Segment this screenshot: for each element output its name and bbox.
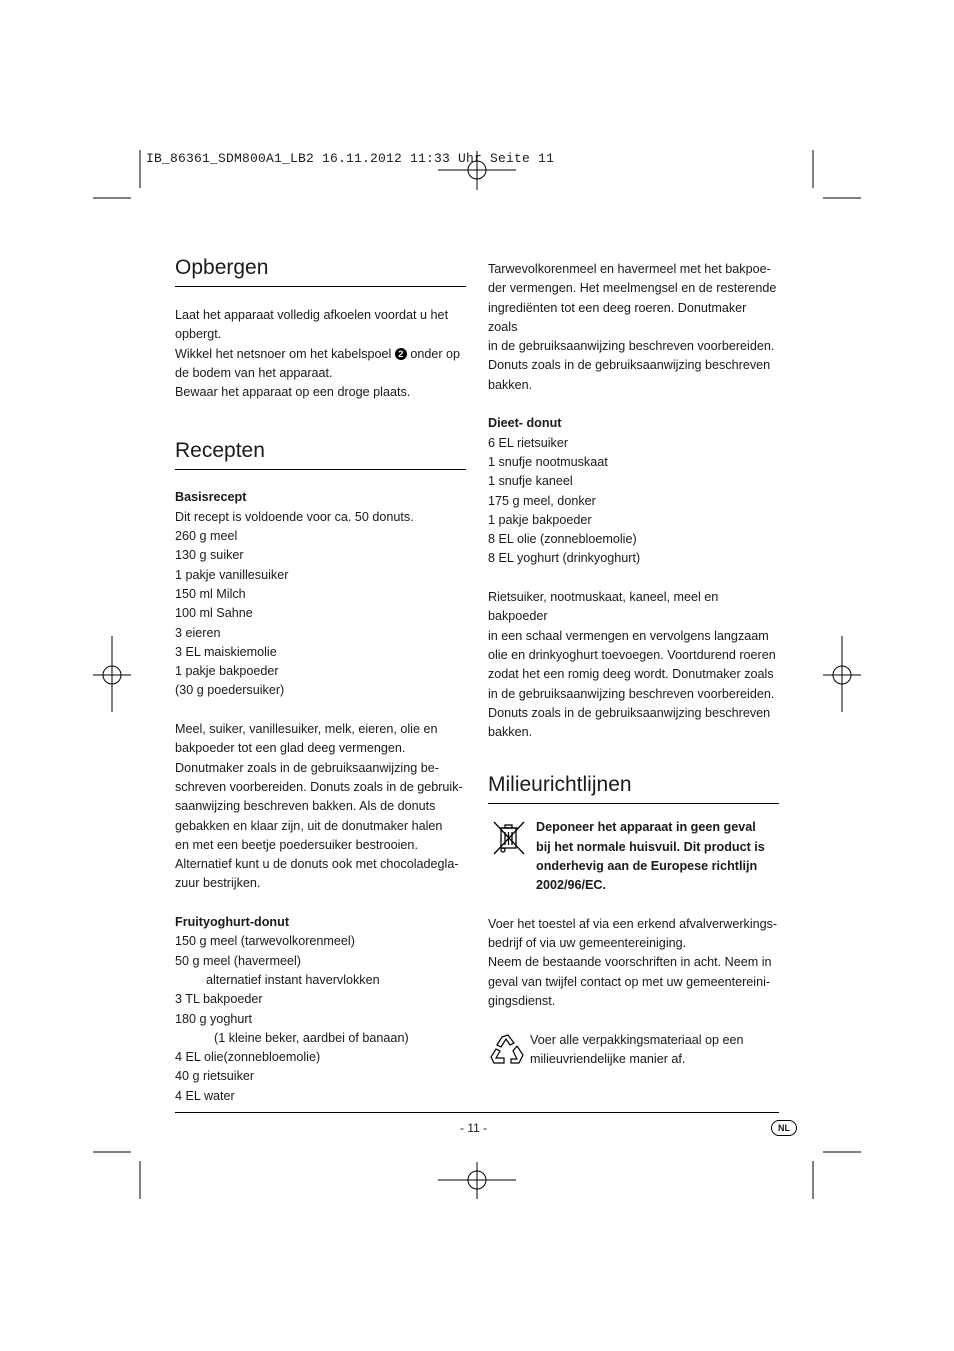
list-item: 3 eieren xyxy=(175,625,221,640)
text-line: Bewaar het apparaat op een droge plaats. xyxy=(175,385,411,400)
text-fragment: Wikkel het netsnoer om het kabelspoel xyxy=(175,346,392,361)
text-line: geval van twijfel contact op met uw gemeentereini- xyxy=(488,974,771,989)
list-item: 130 g suiker xyxy=(175,548,244,563)
list-item: 3 EL maiskiemolie xyxy=(175,644,277,659)
text-line: saanwijzing beschreven bakken. Als de donuts xyxy=(175,799,436,814)
text-line: bakken. xyxy=(488,725,533,740)
list-item: 175 g meel, donker xyxy=(488,493,596,508)
section-title-recepten: Recepten xyxy=(175,438,466,470)
text-line: Voer alle verpakkingsmateriaal op een xyxy=(530,1032,744,1047)
text-line: Laat het apparaat volledig afkoelen voordat u het xyxy=(175,308,449,322)
subheading-dieet: Dieet- donut xyxy=(488,416,562,431)
crossed-out-wheelie-bin-icon xyxy=(492,820,526,856)
text-line: Rietsuiker, nootmuskaat, kaneel, meel en bakpoeder xyxy=(488,590,719,624)
list-item: 1 pakje bakpoeder xyxy=(488,512,592,527)
footer-rule xyxy=(175,1112,779,1113)
text-line: Alternatief kunt u de donuts ook met chocoladegla- xyxy=(175,857,459,872)
list-item: 3 TL bakpoeder xyxy=(175,992,263,1007)
text-line: olie en drinkyoghurt toevoegen. Voortdurend roeren xyxy=(488,647,776,662)
list-item: 8 EL yoghurt (drinkyoghurt) xyxy=(488,551,641,566)
list-item: 180 g yoghurt xyxy=(175,1011,253,1026)
text-line: in een schaal vermengen en vervolgens langzaam xyxy=(488,628,769,643)
section-title-milieu: Milieurichtlijnen xyxy=(488,772,779,804)
text-line: der vermengen. Het meelmengsel en de resterende xyxy=(488,281,777,296)
subheading-fruityoghurt: Fruityoghurt-donut xyxy=(175,915,290,930)
weee-notice xyxy=(488,818,779,895)
text-line: in de gebruiksaanwijzing beschreven voorbereiden. xyxy=(488,339,775,354)
list-item: 150 g meel (tarwevolkorenmeel) xyxy=(175,934,355,949)
text-line: Neem de bestaande voorschriften in acht. Neem in xyxy=(488,955,772,970)
text-line: de bodem van het apparaat. xyxy=(175,365,333,380)
text-line: zuur bestrijken. xyxy=(175,876,261,891)
text-fragment: onder op xyxy=(410,346,461,361)
page-number: - 11 - xyxy=(460,1121,488,1135)
right-column xyxy=(488,260,779,1071)
list-item: 6 EL rietsuiker xyxy=(488,435,569,450)
text-line: in de gebruiksaanwijzing beschreven voorbereiden. xyxy=(488,686,775,701)
text-line: Donutmaker zoals in de gebruiksaanwijzing be- xyxy=(175,760,439,775)
list-item: 1 pakje bakpoeder xyxy=(175,664,279,679)
text-line: Donuts zoals in de gebruiksaanwijzing beschreven xyxy=(488,358,771,373)
text-line: opbergt. xyxy=(175,327,222,342)
list-item: 4 EL water xyxy=(175,1088,235,1103)
text-line: Voer het toestel af via een erkend afvalverwerkings- xyxy=(488,916,778,931)
list-item: 8 EL olie (zonnebloemolie) xyxy=(488,532,637,547)
list-item: 1 pakje vanillesuiker xyxy=(175,567,289,582)
list-item: alternatief instant havervlokken xyxy=(206,972,380,987)
text-line: bakken. xyxy=(488,377,533,392)
list-item: 4 EL olie(zonnebloemolie) xyxy=(175,1050,321,1065)
list-item: 1 snufje nootmuskaat xyxy=(488,454,608,469)
text-line: Tarwevolkorenmeel en havermeel met het bakpoe- xyxy=(488,262,771,276)
section-title-opbergen: Opbergen xyxy=(175,255,466,287)
subheading-basisrecept: Basisrecept xyxy=(175,490,247,505)
text-line: gebakken en klaar zijn, uit de donutmaker halen xyxy=(175,818,443,833)
text-line: bakpoeder tot een glad deeg vermengen. xyxy=(175,741,406,756)
list-item: Dit recept is voldoende voor ca. 50 donuts. xyxy=(175,509,414,524)
print-header: IB_86361_SDM800A1_LB2 16.11.2012 11:33 Uhr Seite 11 xyxy=(146,151,555,166)
list-item: 150 ml Milch xyxy=(175,586,246,601)
text-line: Meel, suiker, vanillesuiker, melk, eieren, olie en xyxy=(175,722,438,737)
text-line: milieuvriendelijke manier af. xyxy=(530,1051,686,1066)
recycle-notice xyxy=(488,1031,779,1071)
recycling-icon xyxy=(489,1033,527,1069)
text-line: onderhevig aan de Europese richtlijn xyxy=(536,859,758,874)
text-line xyxy=(175,345,466,364)
text-line: 2002/96/EC. xyxy=(536,878,607,893)
language-badge: NL xyxy=(771,1120,797,1136)
text-line: zodat het een romig deeg wordt. Donutmaker zoals xyxy=(488,667,774,682)
list-item: 40 g rietsuiker xyxy=(175,1069,255,1084)
text-line: bedrijf of via uw gemeentereiniging. xyxy=(488,936,687,951)
list-item: 50 g meel (havermeel) xyxy=(175,953,301,968)
text-line: schreven voorbereiden. Donuts zoals in de gebruik- xyxy=(175,779,463,794)
text-line: Deponeer het apparaat in geen geval xyxy=(536,820,756,835)
list-item: 1 snufje kaneel xyxy=(488,474,573,489)
list-item: (1 kleine beker, aardbei of banaan) xyxy=(214,1030,409,1045)
item-number-badge: 2 xyxy=(395,348,407,360)
list-item: 100 ml Sahne xyxy=(175,606,253,621)
left-column xyxy=(175,255,466,1106)
list-item: 260 g meel xyxy=(175,529,238,544)
text-line: ingrediënten tot een deeg roeren. Donutmaker zoals xyxy=(488,300,747,334)
list-item: (30 g poedersuiker) xyxy=(175,683,285,698)
text-line: Donuts zoals in de gebruiksaanwijzing beschreven xyxy=(488,705,771,720)
text-line: en met een beetje poedersuiker bestrooien. xyxy=(175,837,418,852)
text-line: gingsdienst. xyxy=(488,993,556,1008)
text-line: bij het normale huisvuil. Dit product is xyxy=(536,839,765,854)
